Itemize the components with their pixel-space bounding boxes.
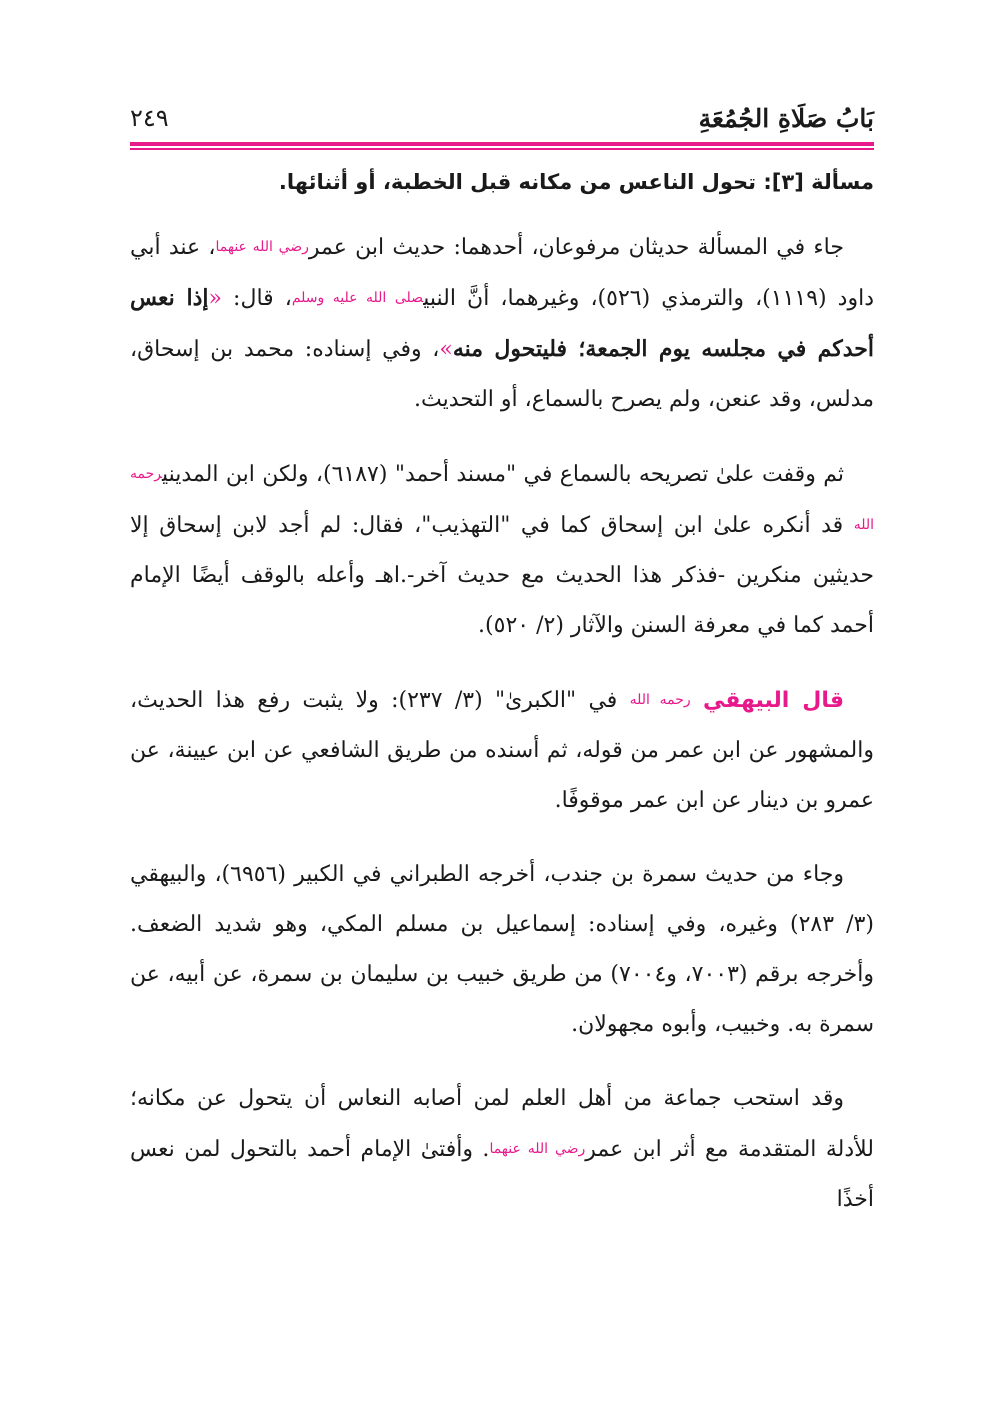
p5-text-b: . وأفتىٰ الإمام أحمد بالتحول لمن نعس أخذًا (130, 1137, 874, 1212)
p1-text-b: ، عند أبي داود (١١١٩)، والترمذي (٥٢٦)، وغيرهما، أنَّ النبي (130, 235, 874, 311)
issue-title: تحول الناعس من مكانه قبل الخطبة، أو أثنائها. (278, 170, 757, 194)
quote-mark-close: » (439, 337, 453, 362)
book-page (130, 96, 874, 1225)
honorific-icon: رحمه الله (629, 692, 691, 708)
p1-text-a: جاء في المسألة حديثان مرفوعان، أحدهما: حديث ابن عمر (308, 235, 844, 260)
p2-text-b: (٦١٨٧)، ولكن ابن المديني (161, 462, 395, 487)
quote-mark-open: « (208, 286, 222, 311)
p2-text-c: قد أنكره علىٰ ابن إسحاق كما في (510, 513, 854, 538)
book-title-kubra: "الكبرىٰ" (494, 688, 577, 713)
book-title-tahdhib: "التهذيب" (421, 513, 511, 538)
p2-text-a: ثم وقفت علىٰ تصريحه بالسماع في (516, 462, 844, 487)
honorific-icon: صلى الله عليه وسلم (291, 290, 424, 306)
p2-text-d: ، فقال: لم أجد لابن إسحاق إلا حديثين منكرين -فذكر هذا الحديث مع حديث آخر-.اهـ وأعله بالوقف أيضًا الإمام أحمد كما في معرفة السنن والآثار (٢/ ٥٢٠). (130, 513, 874, 638)
p3-text-b: (٣/ ٢٣٧): ولا يثبت رفع هذا الحديث، والمشهور عن ابن عمر من قوله، ثم أسنده من طريق الشافعي عن ابن عيينة، عن عمرو بن دينار عن ابن عمر موقوفًا. (130, 688, 874, 813)
p4-text: وجاء من حديث سمرة بن جندب، أخرجه الطبراني في الكبير (٦٩٥٦)، والبيهقي (٣/ ٢٨٣) وغيره، وفي إسناده: إسماعيل بن مسلم المكي، وهو شديد الضعف. وأخرجه برقم (٧٠٠٣، و٧٠٠٤) من طريق خبيب بن سليمان بن سمرة، عن أبيه، عن سمرة به. وخبيب، وأبوه مجهولان. (130, 862, 874, 1037)
speaker-name: قال البيهقي (702, 688, 845, 713)
p1-text-c: ، قال: (222, 286, 292, 311)
paragraph-1 (130, 222, 874, 425)
honorific-icon: رضي الله عنهما (215, 239, 309, 255)
chapter-title: بَابُ صَلَاةِ الجُمُعَةِ (698, 104, 874, 133)
header-rule-thin (130, 148, 874, 150)
p1-text-d: ، وفي إسناده: محمد بن إسحاق، مدلس، وقد عنعن، ولم يصرح بالسماع، أو التحديث. (130, 337, 874, 412)
paragraph-3 (130, 675, 874, 826)
hadith-text: إذا نعس أحدكم في مجلسه يوم الجمعة؛ فليتحول منه (130, 285, 874, 362)
honorific-icon: رضي الله عنهما (489, 1141, 586, 1157)
running-header (130, 96, 874, 142)
book-title-musnad: "مسند أحمد" (394, 462, 517, 487)
paragraph-4 (130, 850, 874, 1050)
p5-text-a: وقد استحب جماعة من أهل العلم لمن أصابه النعاس أن يتحول عن مكانه؛ للأدلة المتقدمة مع أثر ابن عمر (130, 1086, 875, 1162)
honorific-icon: رحمه الله (130, 466, 874, 533)
paragraph-5 (130, 1074, 874, 1225)
issue-heading (130, 166, 874, 198)
issue-label: مسألة [٣]: (763, 170, 874, 194)
page-number: ٢٤٩ (130, 104, 169, 132)
paragraph-2 (130, 449, 874, 651)
p3-text-a: في (576, 688, 630, 713)
